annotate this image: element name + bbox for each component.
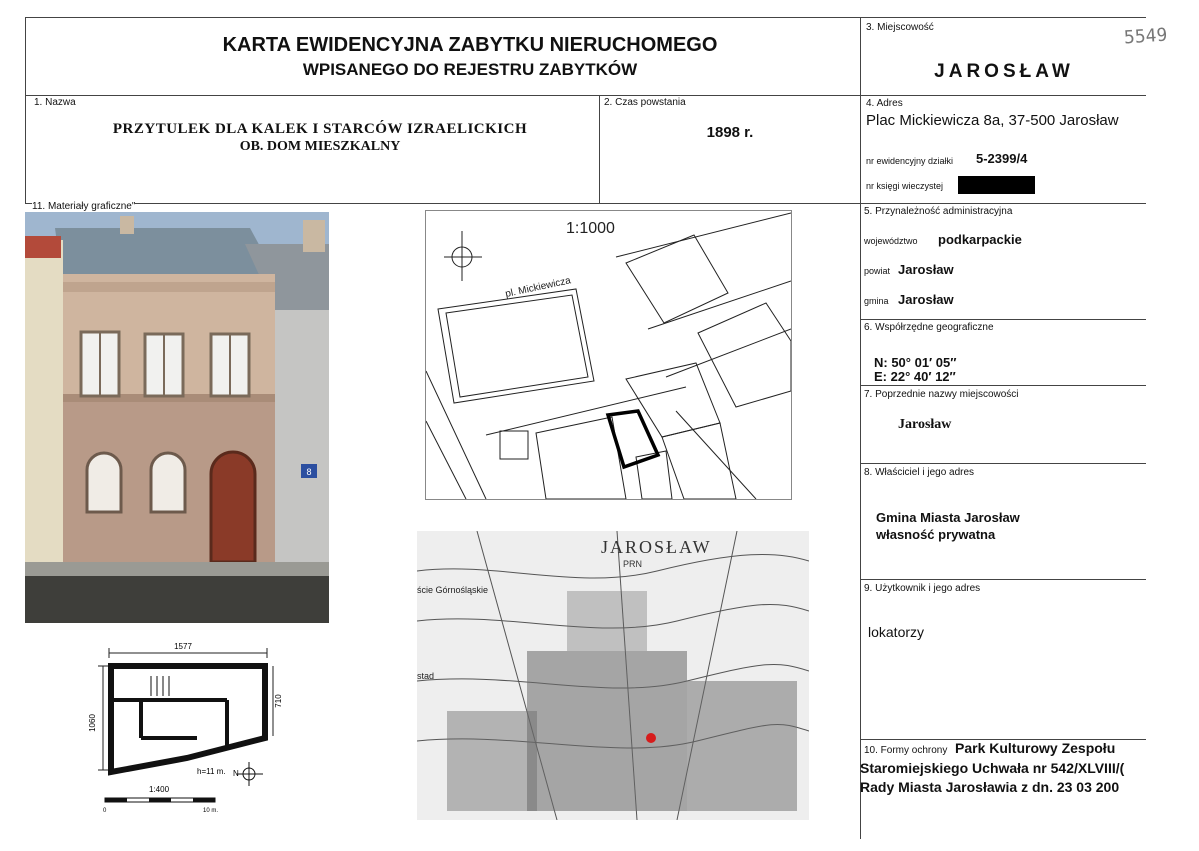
field-11-label: 11. Materiały graficzne" [32, 201, 136, 212]
field-4-label: 4. Adres [866, 98, 903, 109]
map-scale-label: 1:1000 [566, 220, 615, 237]
archive-stamp-number: 5549 [1123, 24, 1169, 49]
map-fragment-label: stad [417, 671, 435, 681]
map-street-label: pl. Mickiewicza [504, 275, 572, 300]
field-7-label: 7. Poprzednie nazwy miejscowości [864, 389, 1019, 400]
plan-scale-label: 1:400 [149, 785, 170, 794]
field-2-label: 2. Czas powstania [604, 97, 686, 108]
field-5-voivodeship-label: województwo [864, 236, 918, 246]
field-1-value-line2: OB. DOM MIESZKALNY [239, 139, 401, 154]
field-5-county-value: Jarosław [898, 262, 954, 277]
building-photo [25, 212, 329, 623]
field-3-value: JAROSŁAW [934, 61, 1074, 82]
field-10-label: 10. Formy ochrony [864, 745, 948, 756]
plan-width-dim: 1577 [174, 642, 192, 651]
topographic-map [417, 531, 809, 820]
plan-height-note: h=11 m. [197, 767, 226, 776]
street-sign-number: 8 [306, 467, 312, 477]
floor-plan [67, 628, 307, 838]
field-6-latitude: N: 50° 01′ 05″ [874, 355, 957, 370]
field-5-label: 5. Przynależność administracyjna [864, 206, 1013, 217]
field-8-value-line2: własność prywatna [876, 527, 996, 542]
plan-right-dim: 710 [274, 694, 283, 708]
plan-scale-end: 10 m. [203, 808, 219, 814]
field-6-longitude: E: 22° 40′ 12″ [874, 369, 956, 384]
plan-north-label: N [233, 769, 239, 778]
field-9-value: lokatorzy [868, 624, 925, 640]
field-4-parcel-value: 5-2399/4 [976, 151, 1028, 166]
plan-scale-zero: 0 [103, 808, 107, 814]
field-4-book-label: nr księgi wieczystej [866, 181, 944, 191]
field-8-value-line1: Gmina Miasta Jarosław [876, 510, 1020, 525]
redaction-bar [958, 176, 1035, 194]
field-8-label: 8. Właściciel i jego adres [864, 467, 975, 478]
field-4-parcel-label: nr ewidencyjny działki [866, 156, 954, 166]
field-7-value: Jarosław [898, 417, 952, 432]
map-prn-label: PRN [623, 559, 643, 569]
field-9-label: 9. Użytkownik i jego adres [864, 583, 981, 594]
plan-height-dim: 1060 [88, 714, 97, 732]
field-10-value-line2: Staromiejskiego Uchwała nr 542/XLVIII/( [860, 760, 1125, 776]
map-town-label: JAROSŁAW [601, 537, 712, 557]
card-title-line1: KARTA EWIDENCYJNA ZABYTKU NIERUCHOMEGO [222, 34, 718, 56]
field-10-value-line1: Park Kulturowy Zespołu [955, 740, 1116, 756]
cadastral-map [425, 210, 792, 500]
card-title-line2: WPISANEGO DO REJESTRU ZABYTKÓW [302, 60, 638, 79]
field-5-county-label: powiat [864, 266, 891, 276]
field-5-voivodeship-value: podkarpackie [938, 232, 1022, 247]
north-compass-icon [237, 762, 263, 786]
field-1-value-line1: PRZYTULEK DLA KALEK I STARCÓW IZRAELICKICH [112, 121, 528, 137]
field-10-value-line3: Rady Miasta Jarosławia z dn. 23 03 200 [860, 779, 1120, 795]
field-3-label: 3. Miejscowość [866, 22, 934, 33]
field-2-value: 1898 r. [706, 124, 754, 141]
field-6-label: 6. Współrzędne geograficzne [864, 322, 994, 333]
map-street-label-2: ście Górnośląskie [417, 585, 489, 595]
field-5-gmina-value: Jarosław [898, 292, 954, 307]
field-5-gmina-label: gmina [864, 296, 889, 306]
field-4-address: Plac Mickiewicza 8a, 37-500 Jarosław [866, 112, 1119, 129]
field-1-label: 1. Nazwa [34, 97, 76, 108]
